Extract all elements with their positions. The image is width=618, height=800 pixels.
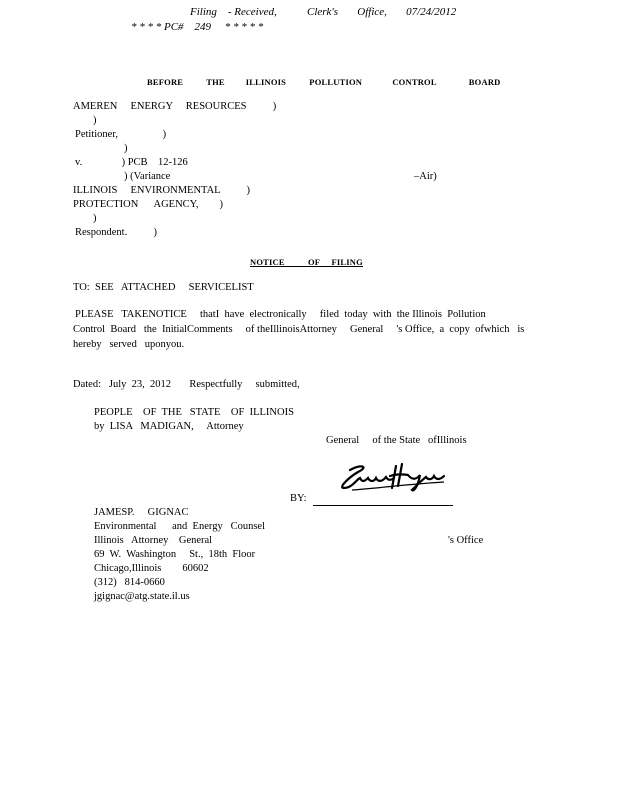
attorney-street: 69 W. Washington St., 18th Floor (94, 549, 256, 560)
signature-line (313, 505, 453, 506)
caption-respondent-name-1: ILLINOIS ENVIRONMENTAL ) (73, 185, 250, 196)
attorney-name: JAMESP. GIGNAC (94, 507, 189, 518)
caption-variance: ) (Variance (124, 171, 171, 182)
caption-variance-air: –Air) (414, 171, 437, 182)
caption-paren: ) (93, 213, 97, 224)
caption-petitioner-label: Petitioner, ) (75, 129, 167, 140)
attorney-city: Chicago,Illinois 60602 (94, 563, 209, 574)
to-line: TO: SEE ATTACHED SERVICELIST (73, 282, 254, 293)
handwritten-signature (330, 458, 450, 498)
court-heading: BEFORE THE ILLINOIS POLLUTION CONTROL BOARD (147, 77, 501, 87)
body-line-1: PLEASE TAKENOTICE thatI have electronically filed today with the Illinois Pollution (75, 309, 486, 320)
caption-respondent-name-2: PROTECTION AGENCY, ) (73, 199, 224, 210)
caption-paren: ) (93, 115, 97, 126)
caption-versus-case-number: v. ) PCB 12-126 (75, 157, 188, 168)
caption-petitioner-name: AMEREN ENERGY RESOURCES ) (73, 101, 277, 112)
people-of-illinois: PEOPLE OF THE STATE OF ILLINOIS (94, 407, 294, 418)
caption-respondent-label: Respondent. ) (75, 227, 157, 238)
by-lisa-madigan: by LISA MADIGAN, Attorney (94, 421, 244, 432)
attorney-title: Environmental and Energy Counsel (94, 521, 265, 532)
dated-line: Dated: July 23, 2012 Respectfully submitted, (73, 379, 300, 390)
attorney-office-suffix: 's Office (448, 535, 484, 546)
attorney-general-line: General of the State ofIllinois (326, 435, 467, 446)
attorney-email: jgignac@atg.state.il.us (94, 591, 190, 602)
body-line-3: hereby served uponyou. (73, 339, 185, 350)
body-line-2: Control Board the InitialComments of theIllinoisAttorney General 's Office, a copy ofwhich is (73, 324, 525, 335)
attorney-phone: (312) 814-0660 (94, 577, 165, 588)
notice-of-filing-title: NOTICE OF FILING (250, 257, 363, 267)
filing-stamp-line-1: Filing - Received, Clerk's Office, 07/24/2012 (190, 6, 457, 18)
by-label: BY: (290, 493, 307, 504)
caption-paren: ) (124, 143, 128, 154)
filing-stamp-line-2: * * * * PC# 249 * * * * * (131, 21, 264, 33)
attorney-office: Illinois Attorney General (94, 535, 213, 546)
